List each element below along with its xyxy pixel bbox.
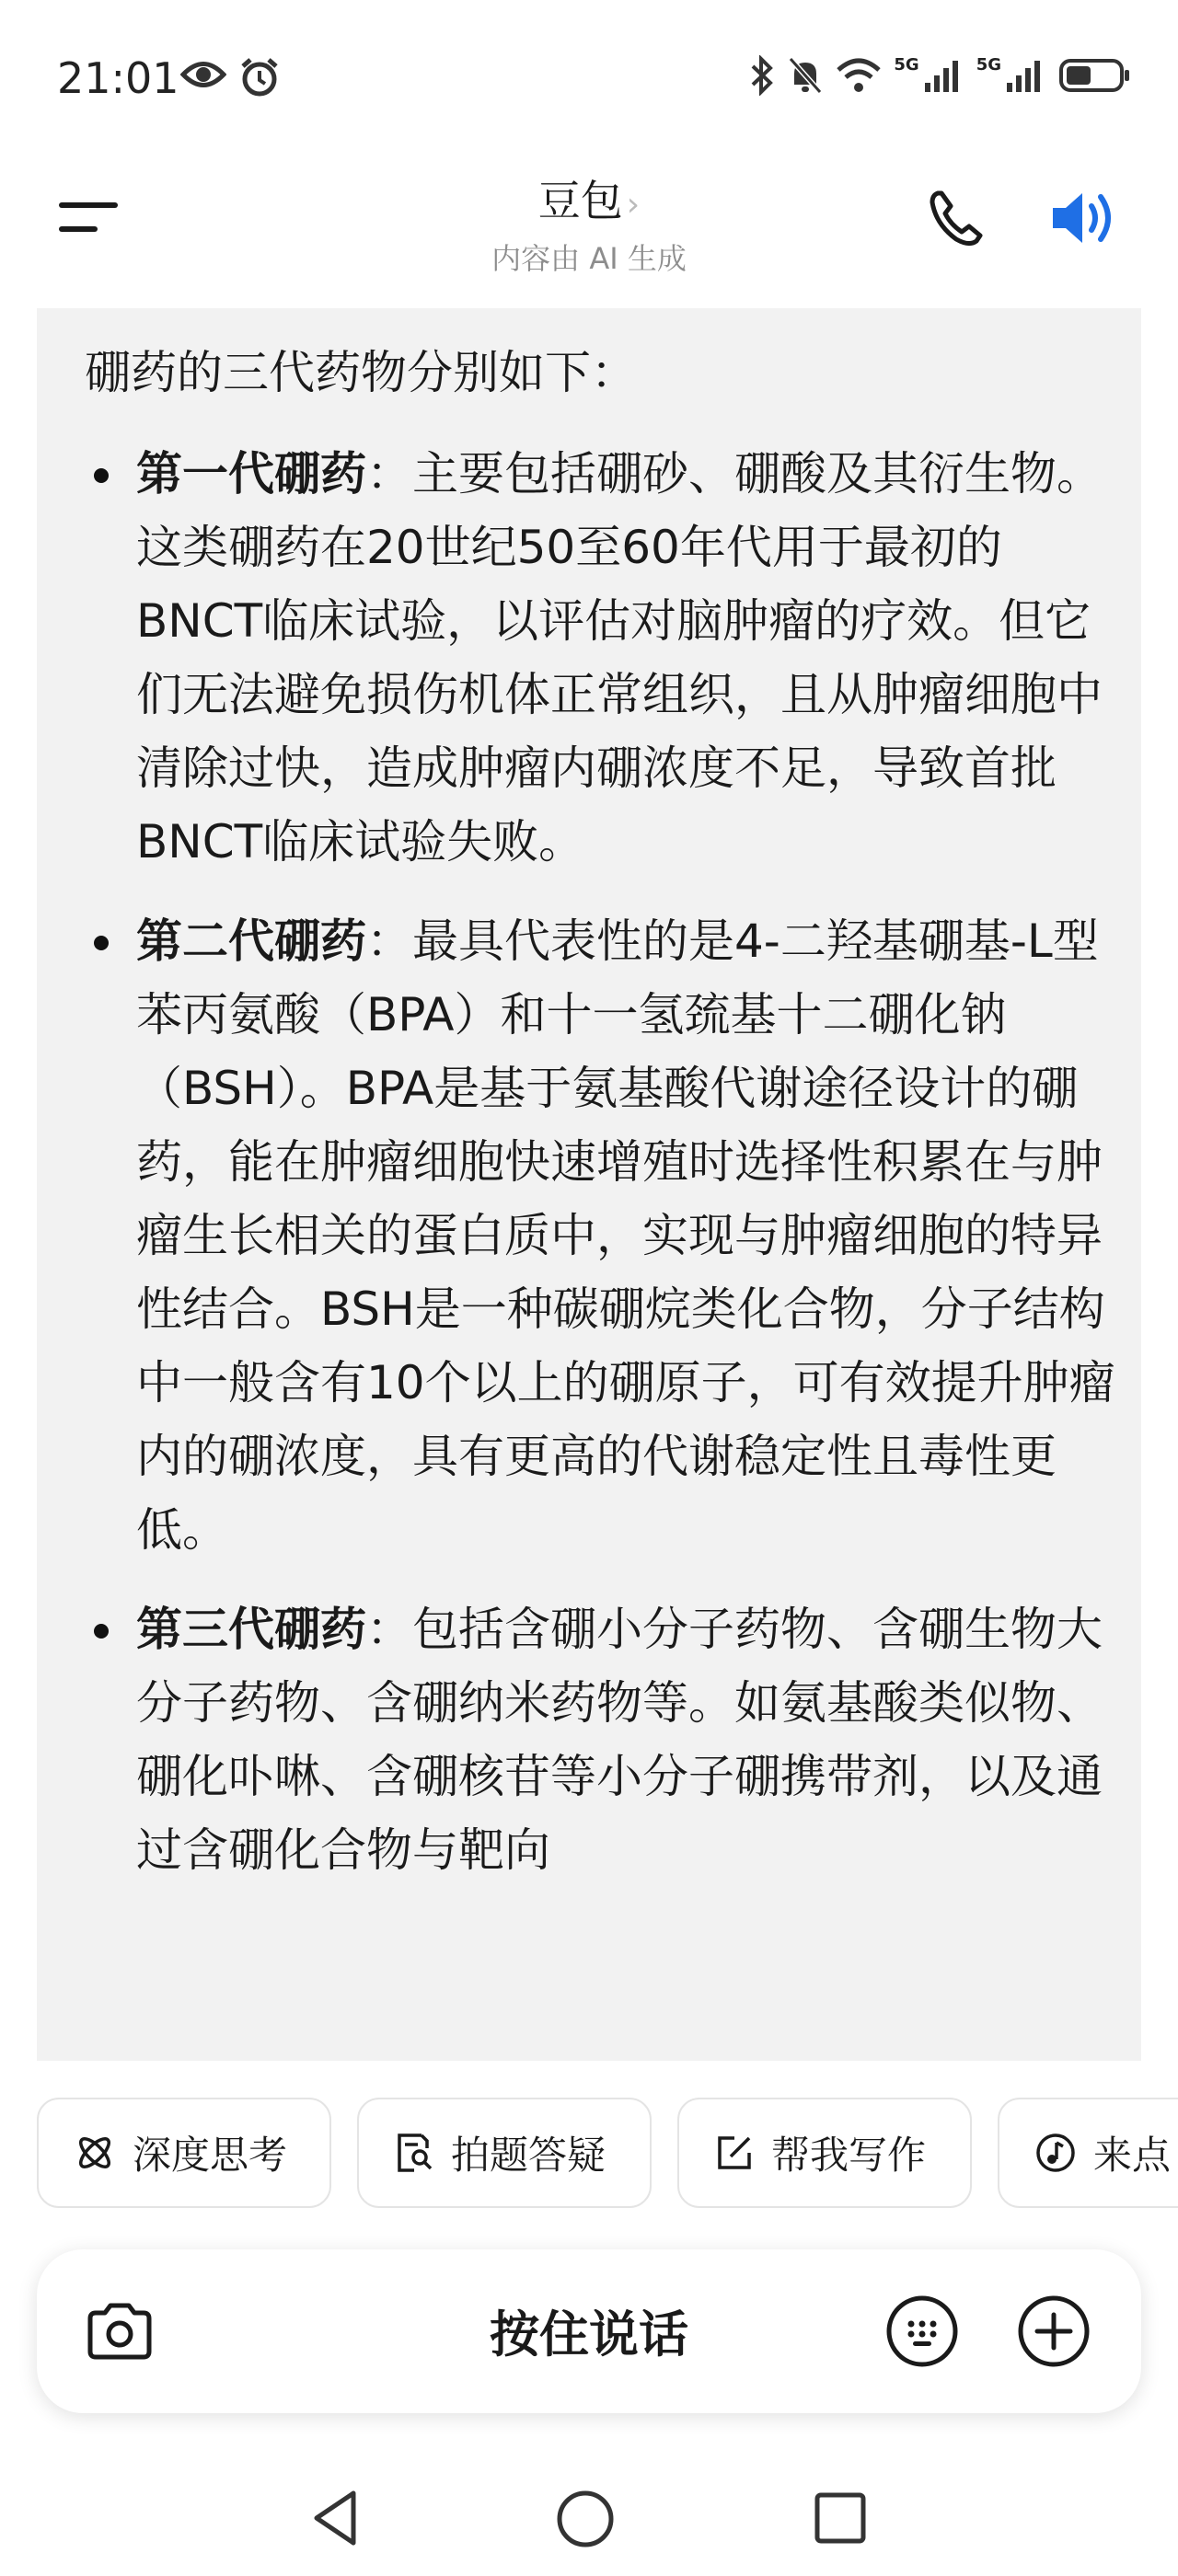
bullet-text: ：主要包括硼砂、硼酸及其衍生物。这类硼药在20世纪50至60年代用于最初的BNCT临床试验，以评估对脑肿瘤的疗效。但它们无法避免损伤机体正常组织，且从肿瘤细胞中清除过快，造成肿瘤内硼浓度不足，导致首批BNCT临床试验失败。 [136, 447, 1103, 868]
chip-label: 拍题答疑 [451, 2133, 606, 2178]
ai-disclaimer: 内容由 AI 生成 [491, 241, 687, 276]
chip-label: 深度思考 [133, 2133, 288, 2178]
wifi-icon [837, 57, 881, 94]
camera-icon[interactable] [81, 2293, 158, 2370]
chip-music[interactable] [998, 2098, 1178, 2208]
page-title: 豆包 [537, 176, 623, 225]
keyboard-icon[interactable] [884, 2293, 961, 2370]
bell-muted-icon [787, 55, 824, 96]
suggestion-chips [37, 2098, 1178, 2213]
status-left-icons [180, 57, 280, 98]
status-time: 21:01 [57, 53, 179, 103]
bullet-title: 第一代硼药 [136, 447, 366, 500]
bullet-text: ：最具代表性的是4-二羟基硼基-L型苯丙氨酸（BPA）和十一氢巯基十二硼化钠（BSH）。BPA是基于氨基酸代谢途径设计的硼药，能在肿瘤细胞快速增殖时选择性积累在与肿瘤生长相关的蛋白质中，实现与肿瘤细胞的特异性结合。BSH是一种碳硼烷类化合物，分子结构中一般含有10个以上的硼原子，可有效提升肿瘤内的硼浓度，具有更高的代谢稳定性且毒性更低。 [136, 914, 1115, 1557]
network-type-label: 5G [894, 55, 919, 75]
list-item [85, 1593, 1125, 1887]
chip-label: 帮我写作 [771, 2133, 927, 2178]
chip-label: 来点 [1093, 2133, 1172, 2178]
bluetooth-icon [750, 55, 774, 96]
bullet-title: 第二代硼药 [136, 914, 366, 968]
chip-photo-question[interactable] [357, 2098, 652, 2208]
list-item [85, 904, 1125, 1567]
edit-icon [714, 2133, 755, 2173]
bullet-dot [94, 468, 109, 483]
chip-write-for-me[interactable] [677, 2098, 972, 2208]
chat-header [0, 156, 1178, 308]
voice-input-bar [37, 2249, 1141, 2413]
eye-icon [180, 57, 226, 92]
music-note-icon [1034, 2132, 1077, 2174]
bullet-title: 第三代硼药 [136, 1603, 366, 1656]
bullet-dot [94, 1624, 109, 1639]
chip-deep-thinking[interactable] [37, 2098, 331, 2208]
menu-icon[interactable] [57, 195, 121, 241]
title-area[interactable] [405, 167, 773, 278]
back-triangle-icon[interactable] [304, 2486, 368, 2550]
signal-icon [1005, 57, 1045, 94]
chevron-right-icon: › [626, 186, 641, 224]
system-nav-bar [0, 2466, 1178, 2576]
hold-to-talk-button[interactable]: 按住说话 [490, 2306, 688, 2363]
home-circle-icon[interactable] [552, 2486, 618, 2552]
assistant-message [37, 308, 1141, 2061]
bullet-list [85, 437, 1125, 1913]
network-type-label: 5G [976, 55, 1001, 75]
recent-apps-icon[interactable] [808, 2486, 872, 2550]
alarm-icon [239, 57, 280, 98]
status-bar [0, 0, 1178, 156]
doc-search-icon [394, 2132, 434, 2174]
message-intro: 硼药的三代药物分别如下： [85, 346, 637, 399]
phone-icon[interactable] [925, 186, 989, 250]
signal-icon [923, 57, 964, 94]
bullet-dot [94, 936, 109, 950]
atom-icon [74, 2132, 116, 2174]
list-item [85, 437, 1125, 879]
battery-icon [1058, 57, 1132, 94]
status-right-icons [750, 55, 1132, 96]
plus-icon[interactable] [1015, 2293, 1092, 2370]
speaker-icon[interactable] [1049, 186, 1123, 250]
bullet-text: ：包括含硼小分子药物、含硼生物大分子药物、含硼纳米药物等。如氨基酸类似物、硼化卟啉、含硼核苷等小分子硼携带剂，以及通过含硼化合物与靶向 [136, 1603, 1103, 1877]
